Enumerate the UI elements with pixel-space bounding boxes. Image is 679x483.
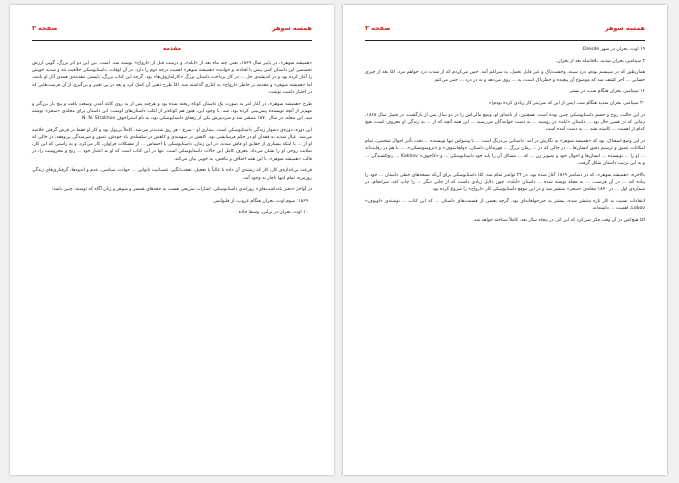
paragraph: «همیشه شوهر»، در پاییز سال ۱۸۶۹، یعنی چند ماه بعد از «ابله»، و درست قبل از «ارواح» نوشته شد. است. بین این دو اثر بزرگ، گویی ارزش تخصصی این داستان کمی پیش پا افتاده، و خواننده «همیشه شوهر» اهمیت درجه دوم را دارد. در آن اوقات، داستایوسکی خلاقیت تند و شدید خویش را آغاز کرده بود و در اندیشه‌ی حل ... در کار پرداخت داستان بزرگ «کارامازوف‌ها» بود. گرچه این کتاب بزرگ، بایستی مقدمه‌ی همه‌ی آثار او باشد، اما «همیشه شوهر» و مقدمه بر خاطر «ارواح» به کناری گذاشته شد. امّا طرح ذهنی آن کمک کرد و بعد در پی تغییر و بی‌گیری از آن فرصت‌هایی که در اختیار داشت نوشت. [32, 61, 313, 95]
paragraph: بالاخره، «همیشه شوهر»، که در دسامبر ۱۸۶۹ آغاز شده بود، در ۲۲ نوامبر تمام شد. امّا داستایوسکی برای آن‌که نسخه‌های خطی داستان ... خود را پیاده کند ... در آن فرصت، ... به مجله نوشته شده ... داستان «ابله»، چون دلایل زیادی داشت که از جایی دیگر ... را چاپ کند، سرانجام، در شماره‌ی اول ... در ۱۸۷۰ مجله‌ی «سحر» منتشر شد و در این موقع داستایوسکی کار «ارواح» را شروع کرده بود. [365, 172, 645, 192]
diary-entry: ۳۰ سپتامبر، بحران شدید هنگام شب (پس از این که سرتیتر کار زیادی کرده بودم)» [488, 101, 645, 107]
book-title: همسه سوهر [604, 24, 645, 32]
header-divider [365, 40, 645, 41]
left-page [10, 5, 334, 475]
note-item: ۱۰ اوت، بحران در برلین، وسط جاده. [237, 210, 308, 216]
left-page-body [32, 46, 312, 217]
diary-entry: ۱۶ سپتامبر، بحران هنگام شب، در بستر. [568, 89, 645, 95]
diary-entry: ۲ سپتامبر، بحران شدید، بلافاصله بعد از بحران. [555, 58, 645, 64]
left-page-header [32, 24, 312, 40]
paragraph: قرعت بی‌اندازه‌ی کار، کار که رشته‌ی آن داده تا غالباً با تعجیل، تعجب‌انگیز، عصبانیت ناتوانی ... حوادث سیاسی، عدم و اندوه‌ها، گرفتاری‌های زندگی روزمره، تمام اینها ناچار به وجود آمد. [32, 168, 312, 181]
paragraph: در این وضع اسفناک، بود که «همیشه شوهر» به نگارش در آمد. داستانی بی‌درنگ است ... با وسواس تنها نویسنده ... تحت تأثیر احوال شخصی، تمام امکانات عمیق و ترسیم دقیق انسان‌ها ... در حالی که در ... رمان بزرگ ... قهرمانان داستان، «ولچانینوف» و «تروسوتسکی»، ... با هم در رقابت‌اند ... او را ... نویسنده ... انسان‌ها و احوال خود و تصویر زن ... که ... مسائل آن را باید خود داستایوسکی ... و «کاخوف» Kakhov ... رنج‌کشیدگی ... و به این ترتیب داستان شکل گرفت. [365, 139, 646, 166]
right-page [343, 5, 667, 475]
paragraph: در آواخر «دفتر یادداشت‌های» روزانه‌ی داستایوسکی، اشارات صریحی هست به حقه‌های همسر و شوهر و زنان آگاه که توشته، چنین باشد: [51, 187, 312, 193]
paragraph: در این حالت، روح و جسم داستایوسکی چنین بوده است. همچنین، از نامه‌ای او، وضع مالی‌اش را در دو سال پس از بازگشت، در فصل سال ۱۸۶۸، زمانی که در همین حال بود ... داستان «ابله» در روسیه ... به دست خوانندگان می‌رسید ... این همه آنچه که از ... به زندگی او معروف است، هیچ کدام از اهمیت ... کاسته نشد ... به دست آمده است. [365, 112, 645, 133]
paragraph: همان‌طور که در سیستم بودم، درد سینه، وحشت‌ناک و غیر قابل تحمل، به سراغم آمد. حس می‌کردم که از شدت درد خواهم مرد. امّا بعد از چیزی حسابی ... آخر کشف شد که موضوع آن پیچیده و خطرناک است، به ... روی می‌دهد و نه در درد ... حس می‌کنم. [365, 70, 645, 83]
paragraph: این دوره، دوره‌ی دشوار زندگی داستایوسکی است. بیماری او - صرع - هر روز شدیدتر می‌شد. کاملاً بی‌پول بود و کار او فقط در قرض گرفتن خلاصه می‌شد. عیال شدید به فقدان او در حکم فرسایشی بود. کاهش در سهمیه‌ی و کاهش در سلسله‌ی یاد خودش، تصور و شرمندگی بی‌وقفه، در حالی که او از ... با اینکه بسیاری از حقایق او فاش شدند، در این زمان، داستایوسکی با احساس ... از مشکلات فراوان، کار می‌کرد، و به راستی که این کار، صلابت روحی او را نشان می‌داد. معرف کامل این حالات داستایوسکی است. تنها در این کتاب است که او به اعتبار خود ... رنج و محرومیت را، در قالب «همیشه شوهر»، با این همه اختلاف و تناقض، به خوبی بیان می‌کند. [32, 127, 312, 162]
diary-entry: ۱۹ اوت، بحران در شهر Dresde. [581, 46, 645, 52]
paragraph: امّا هیچ‌کس در آن وقت فکر نمی‌کرد که این اثر، در پنجاه سال بعد، کاملاً شناخته خواهد شد. [472, 217, 645, 223]
right-page-body [365, 46, 645, 224]
header-divider [32, 40, 312, 41]
right-page-header [365, 24, 645, 40]
note-item: ۱۸۶۹: سوم اوت، بحران هنگام غروب، از قلیوانس. [212, 199, 308, 205]
paragraph: انتقادات نسبت به کار تازه منتشر شده، بیشتر به خیرخواهانه‌ای بود. گرچه بعضی از قسمت‌های داستان ... که این کتاب ... نوشته‌ی «لوبوف» Lobov، اهمیت ... داشته‌اند. [365, 198, 645, 211]
section-title: مقدمه [162, 45, 182, 52]
page-number: صفحه ۲ [32, 24, 58, 32]
page-number: صفحه ۳ [365, 24, 391, 32]
book-title: همسه سوهر [271, 24, 312, 32]
paragraph: طرح «همیشه شوهر»، در آغاز امر به صورت یک داستان کوتاه ریخته شده بود و هرچند پس از به روی کاغذ آمدن وسعت یافت و پنج بار بزرگتر و مهم‌تر از آنچه نویسنده پیش‌بینی کرده بود، شد. با وجود این، هنوز هم کوتاه‌تر از اغلب داستان‌های اوست. این داستان برای مجله‌ی «سحر» نوشته شد، این مجله، در سال ۱۸۷۰ منتشر شد و سردبیرش یکی از رفقای داستایوسکی بود، به نام استراخوف N. N. Strakhov. [32, 101, 312, 122]
